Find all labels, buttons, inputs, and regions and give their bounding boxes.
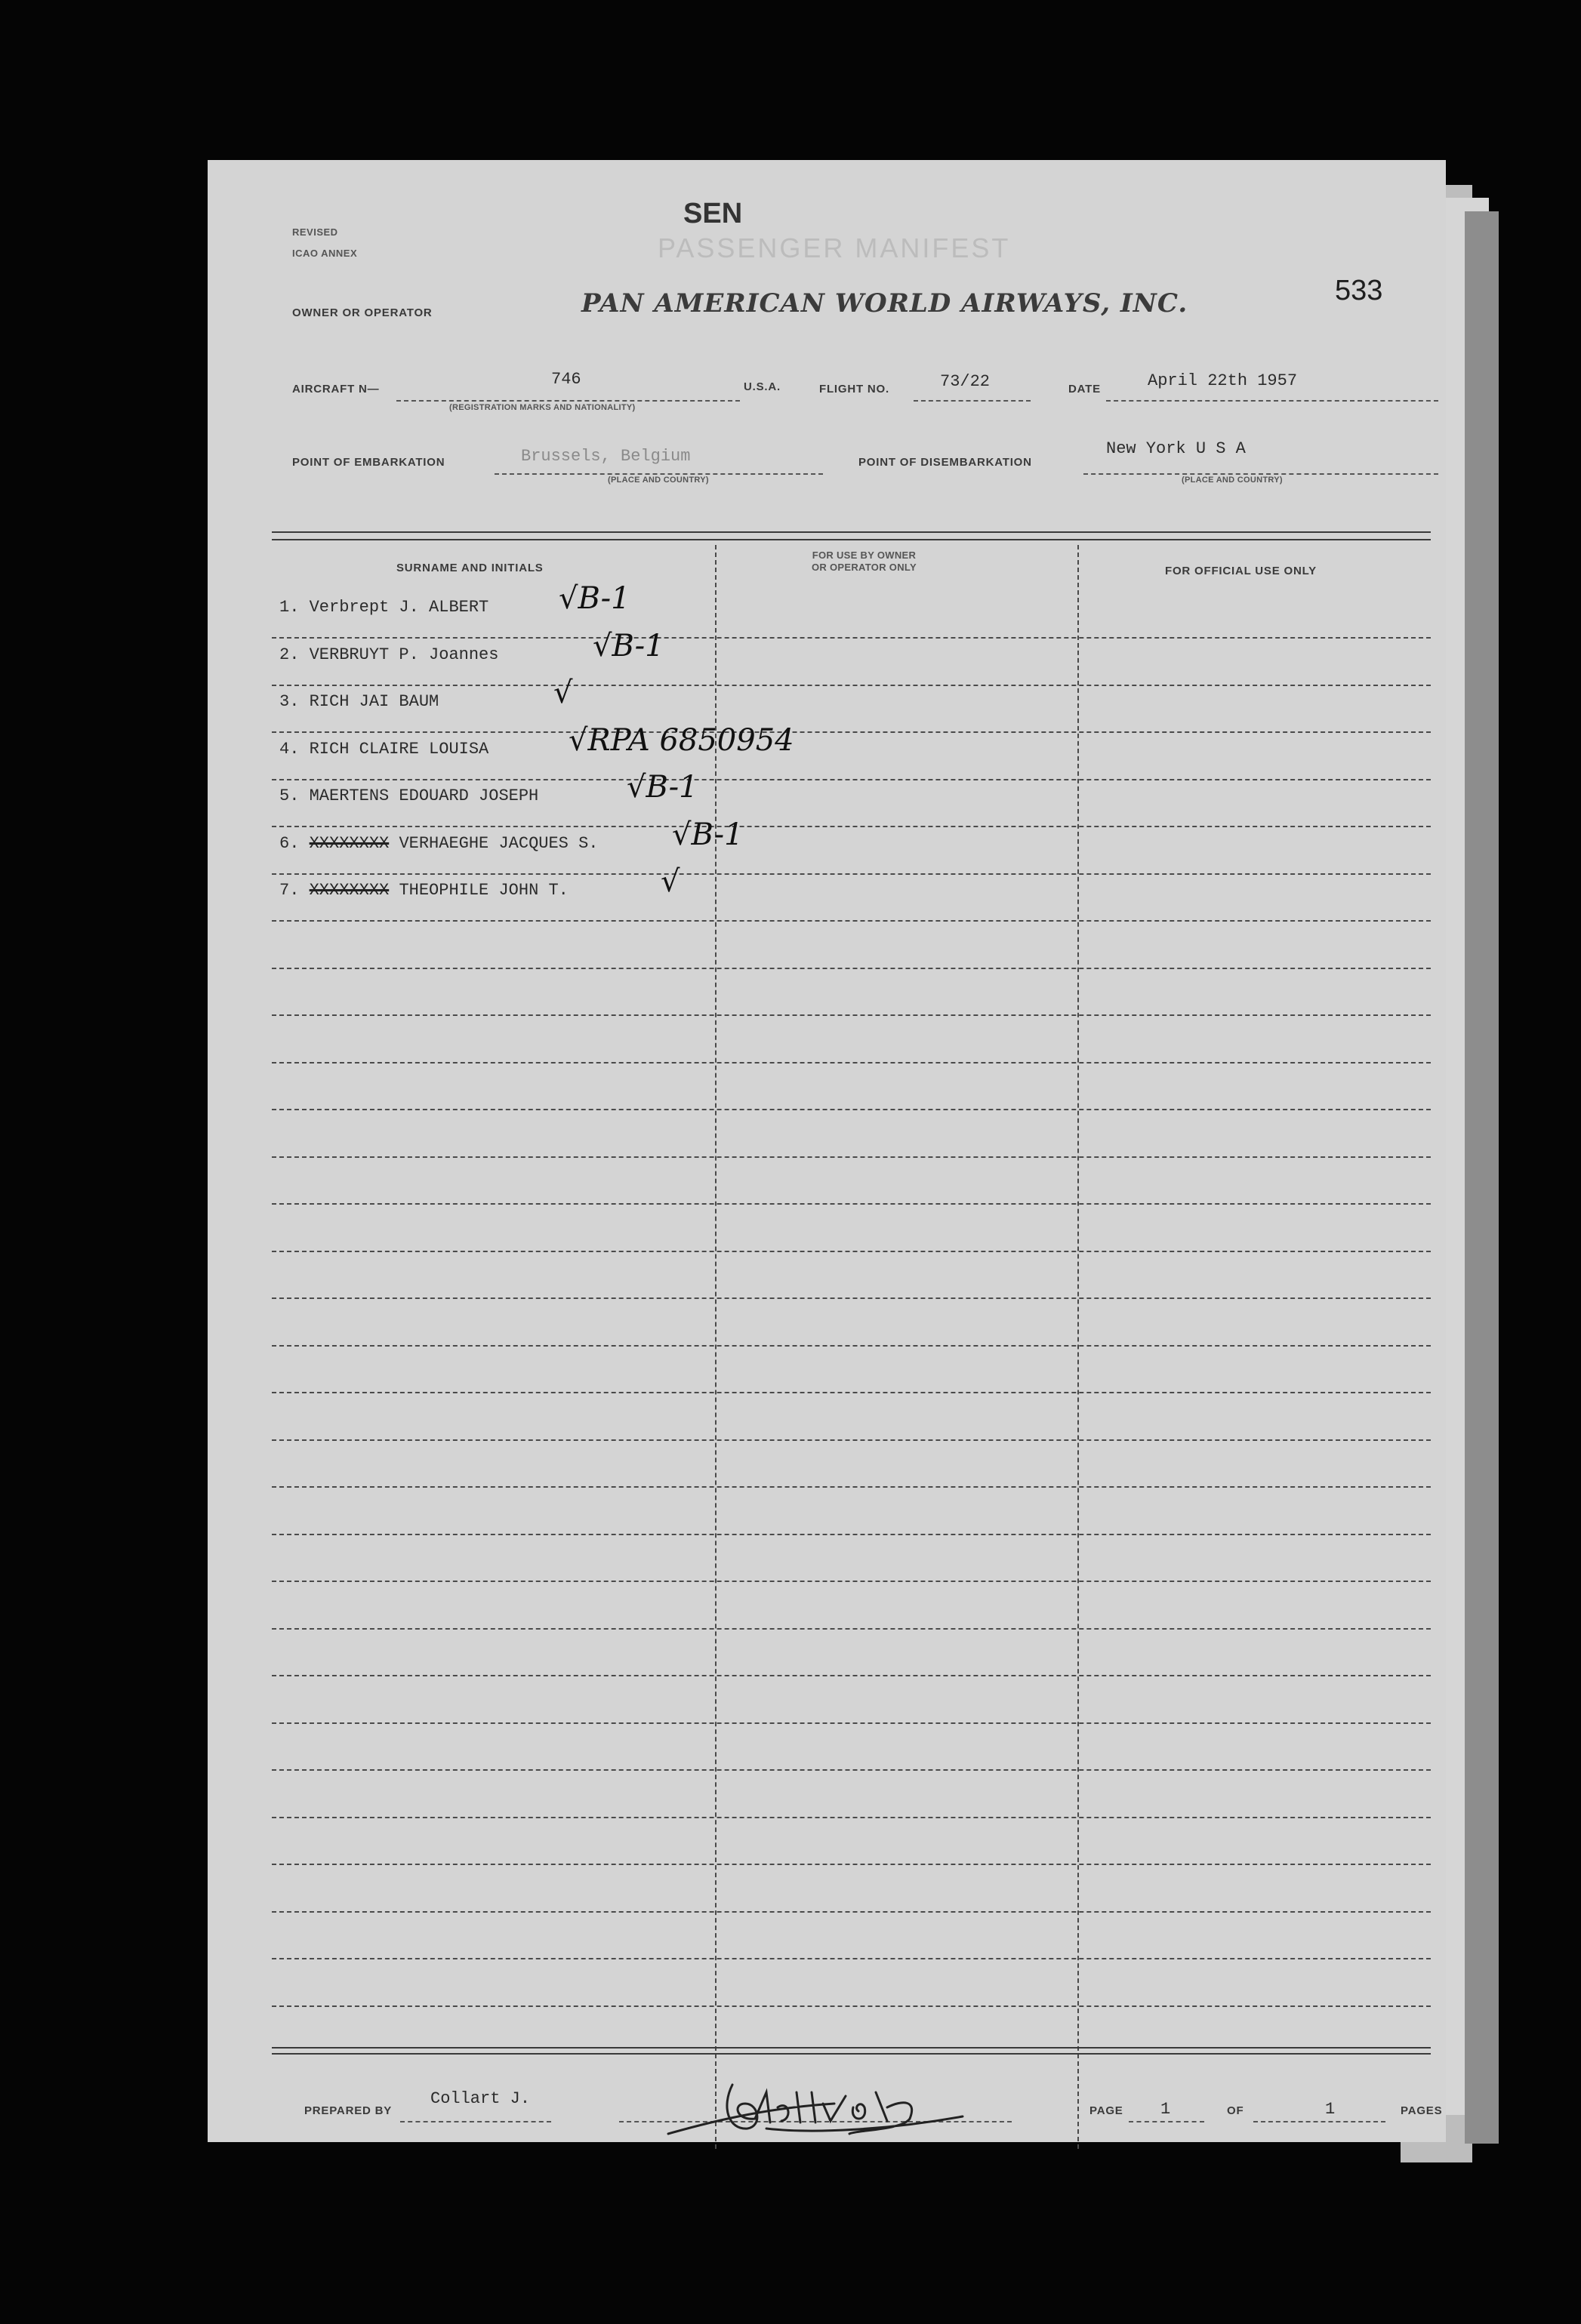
aircraft-label: AIRCRAFT N— <box>292 383 380 396</box>
passenger-name: RICH CLAIRE LOUISA <box>309 739 489 759</box>
signature <box>661 2062 978 2145</box>
col-owner-header: FOR USE BY OWNER OR OPERATOR ONLY <box>812 549 917 573</box>
embark-line <box>495 473 823 475</box>
table-row-line <box>272 2005 1431 2007</box>
col-official-header: FOR OFFICIAL USE ONLY <box>1165 565 1317 577</box>
prepared-line <box>400 2121 551 2122</box>
page-label: PAGE <box>1089 2104 1123 2117</box>
pages-label: PAGES <box>1401 2104 1443 2117</box>
table-row-line <box>272 1817 1431 1818</box>
check-mark-annotation: √ <box>553 676 573 710</box>
table-row-line <box>272 1675 1431 1676</box>
embark-label: POINT OF EMBARKATION <box>292 456 445 469</box>
table-row-line <box>272 685 1431 686</box>
aircraft-sub: (REGISTRATION MARKS AND NATIONALITY) <box>449 403 636 412</box>
table-row-line <box>272 1628 1431 1630</box>
of-value: 1 <box>1325 2100 1336 2119</box>
aircraft-value: 746 <box>551 370 581 389</box>
table-row-line <box>272 1062 1431 1063</box>
footer-rule <box>272 2047 1431 2049</box>
table-row-line <box>272 637 1431 639</box>
table-row-line <box>272 920 1431 922</box>
page-value: 1 <box>1160 2100 1171 2119</box>
table-row-line <box>272 1014 1431 1016</box>
stamp-text: SEN <box>683 198 743 229</box>
table-row-line <box>272 1251 1431 1252</box>
disembark-value: New York U S A <box>1106 439 1246 458</box>
table-row-line <box>272 873 1431 875</box>
table-row-line <box>272 1345 1431 1347</box>
passenger-number: 2. <box>279 645 300 664</box>
passenger-entry <box>279 692 439 711</box>
table-row-line <box>272 1581 1431 1582</box>
header-rule <box>272 531 1431 533</box>
table-row-line <box>272 731 1431 733</box>
embark-sub: (PLACE AND COUNTRY) <box>608 476 709 485</box>
passenger-entry <box>279 645 498 664</box>
disembark-label: POINT OF DISEMBARKATION <box>858 456 1032 469</box>
passenger-entry <box>279 881 569 900</box>
passenger-number: 4. <box>279 739 300 759</box>
date-label: DATE <box>1068 383 1101 396</box>
prepared-label: PREPARED BY <box>304 2104 393 2117</box>
passenger-entry <box>279 598 488 617</box>
header-rule <box>272 539 1431 540</box>
table-row-line <box>272 1911 1431 1913</box>
passenger-name: THEOPHILE JOHN T. <box>399 881 569 900</box>
struck-out-text: XXXXXXXX <box>309 833 390 853</box>
revision-note-2: ICAO ANNEX <box>292 248 358 259</box>
table-row-line <box>272 1769 1431 1771</box>
usa-label: U.S.A. <box>744 380 781 393</box>
page-line <box>1129 2121 1204 2122</box>
passenger-name: RICH JAI BAUM <box>309 692 439 711</box>
table-row-line <box>272 1297 1431 1299</box>
table-row-line <box>272 1864 1431 1865</box>
table-row-line <box>272 1722 1431 1724</box>
check-mark-annotation: √B-1 <box>593 628 664 663</box>
manifest-page <box>208 160 1446 2142</box>
form-title: PASSENGER MANIFEST <box>658 232 1011 263</box>
page-number: 533 <box>1335 275 1383 306</box>
table-row-line <box>272 1486 1431 1488</box>
passenger-number: 1. <box>279 598 300 617</box>
of-line <box>1253 2121 1385 2122</box>
owner-label: OWNER OR OPERATOR <box>292 306 433 319</box>
passenger-number: 7. <box>279 881 300 900</box>
table-row-line <box>272 1203 1431 1205</box>
date-value: April 22th 1957 <box>1148 371 1298 390</box>
passenger-number: 5. <box>279 786 300 805</box>
passenger-name: MAERTENS EDOUARD JOSEPH <box>309 786 539 805</box>
disembark-sub: (PLACE AND COUNTRY) <box>1182 476 1283 485</box>
table-row-line <box>272 968 1431 969</box>
disembark-line <box>1083 473 1438 475</box>
passenger-name: VERHAEGHE JACQUES S. <box>399 833 599 853</box>
check-mark-annotation: √B-1 <box>559 581 630 616</box>
passenger-entry <box>279 834 598 853</box>
passenger-name: Verbrept J. ALBERT <box>309 598 489 617</box>
owner-value: PAN AMERICAN WORLD AIRWAYS, INC. <box>581 288 1188 319</box>
table-row-line <box>272 1439 1431 1441</box>
col-surname-header: SURNAME AND INITIALS <box>396 562 544 574</box>
date-line <box>1106 400 1438 402</box>
embark-value: Brussels, Belgium <box>521 447 691 466</box>
flight-label: FLIGHT NO. <box>819 383 889 396</box>
column-divider <box>1077 545 1079 2149</box>
of-label: OF <box>1227 2104 1244 2117</box>
passenger-number: 6. <box>279 833 300 853</box>
struck-out-text: XXXXXXXX <box>309 881 390 900</box>
check-mark-annotation: √ <box>661 864 680 899</box>
table-row-line <box>272 1534 1431 1535</box>
table-row-line <box>272 1109 1431 1110</box>
table-row-line <box>272 1958 1431 1959</box>
column-divider <box>715 545 717 2149</box>
table-row-line <box>272 1156 1431 1158</box>
revision-note-1: REVISED <box>292 226 338 238</box>
flight-value: 73/22 <box>940 372 991 391</box>
footer-rule <box>272 2053 1431 2055</box>
flight-line <box>914 400 1031 402</box>
table-row-line <box>272 826 1431 827</box>
passenger-number: 3. <box>279 692 300 711</box>
check-mark-annotation: √B-1 <box>672 817 744 852</box>
passenger-entry <box>279 740 488 759</box>
passenger-name: VERBRUYT P. Joannes <box>309 645 499 664</box>
table-row-line <box>272 779 1431 780</box>
passenger-entry <box>279 786 538 805</box>
check-mark-annotation: √B-1 <box>627 770 698 805</box>
table-row-line <box>272 1392 1431 1393</box>
prepared-value: Collart J. <box>430 2089 531 2108</box>
check-mark-annotation: √RPA 6850954 <box>569 722 794 758</box>
aircraft-line <box>396 400 740 402</box>
back-sheet-edge <box>1465 211 1499 2144</box>
